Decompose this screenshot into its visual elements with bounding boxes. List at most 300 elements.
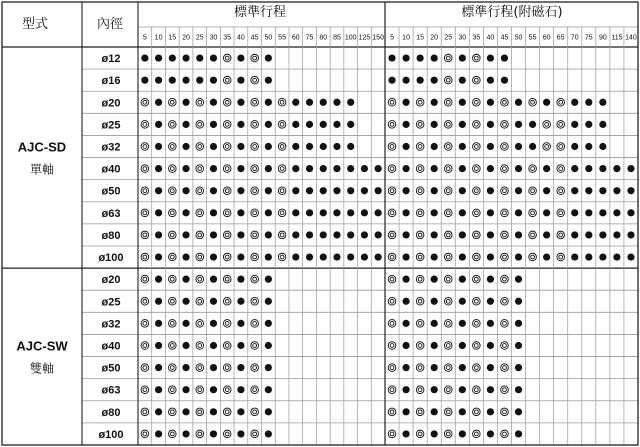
magnet-stroke-mark [487, 54, 494, 61]
standard-stroke-mark [210, 165, 217, 172]
standard-stroke-mark [265, 165, 272, 172]
magnet-stroke-mark [388, 209, 396, 217]
standard-stroke-mark [237, 386, 244, 393]
magnet-stroke-mark [402, 165, 409, 172]
magnet-stroke-mark [444, 54, 452, 62]
standard-stroke-mark [333, 209, 340, 216]
magnet-stroke-mark [529, 231, 537, 239]
standard-stroke-mark [155, 430, 162, 437]
magnet-stroke-mark [501, 143, 509, 151]
standard-stroke-mark [196, 77, 203, 84]
standard-stroke-mark [278, 231, 286, 239]
magnet-stroke-mark [431, 364, 438, 371]
magnet-stroke-mark [473, 231, 481, 239]
standard-stroke-mark [169, 342, 177, 350]
standard-stroke-mark [169, 54, 176, 61]
stroke-label-standard: 35 [223, 34, 232, 42]
standard-stroke-mark [210, 430, 217, 437]
standard-stroke-mark [237, 276, 244, 283]
magnet-stroke-mark [627, 187, 634, 194]
standard-stroke-mark [292, 187, 299, 194]
standard-stroke-mark [251, 76, 259, 84]
standard-stroke-mark [182, 430, 189, 437]
magnet-stroke-mark [515, 276, 522, 283]
standard-stroke-mark [155, 231, 162, 238]
magnet-stroke-mark [501, 320, 509, 328]
standard-stroke-mark [155, 99, 162, 106]
magnet-stroke-mark [402, 342, 409, 349]
magnet-stroke-mark [627, 165, 634, 172]
magnet-stroke-mark [388, 143, 396, 151]
magnet-stroke-mark [571, 209, 578, 216]
standard-stroke-mark [292, 165, 299, 172]
magnet-stroke-mark [515, 143, 522, 150]
magnet-stroke-mark [543, 253, 550, 260]
header-model: 型式 [21, 17, 49, 32]
stroke-label-standard: 80 [319, 34, 328, 42]
standard-stroke-mark [237, 165, 244, 172]
stroke-label-standard: 25 [195, 34, 204, 42]
standard-stroke-mark [251, 297, 259, 305]
standard-stroke-mark [361, 165, 368, 172]
standard-stroke-mark [169, 364, 177, 372]
standard-stroke-mark [196, 121, 204, 129]
stroke-label-magnet: 90 [598, 34, 607, 42]
magnet-stroke-mark [515, 298, 522, 305]
magnet-stroke-mark [444, 76, 452, 84]
magnet-stroke-mark [529, 165, 537, 173]
standard-stroke-mark [237, 209, 244, 216]
standard-stroke-mark [169, 121, 177, 129]
magnet-stroke-mark [388, 342, 396, 350]
magnet-stroke-mark [388, 386, 396, 394]
model-name: AJC-SW [16, 338, 68, 354]
magnet-stroke-mark [416, 187, 424, 195]
standard-stroke-mark [196, 165, 204, 173]
magnet-stroke-mark [416, 143, 424, 151]
magnet-stroke-mark [431, 209, 438, 216]
standard-stroke-mark [196, 209, 204, 217]
standard-stroke-mark [141, 165, 149, 173]
magnet-stroke-mark [487, 77, 494, 84]
magnet-stroke-mark [501, 364, 509, 372]
magnet-stroke-mark [388, 408, 396, 416]
standard-stroke-mark [237, 253, 244, 260]
magnet-stroke-mark [459, 253, 466, 260]
magnet-stroke-mark [571, 253, 578, 260]
magnet-stroke-mark [487, 430, 494, 437]
standard-stroke-mark [237, 187, 244, 194]
standard-stroke-mark [237, 364, 244, 371]
standard-stroke-mark [169, 187, 177, 195]
magnet-stroke-mark [543, 99, 550, 106]
magnet-stroke-mark [529, 253, 537, 261]
standard-stroke-mark [182, 364, 189, 371]
standard-stroke-mark [237, 430, 244, 437]
standard-stroke-mark [347, 231, 354, 238]
magnet-stroke-mark [416, 121, 424, 129]
standard-stroke-mark [320, 231, 327, 238]
bore-label: ø25 [101, 119, 121, 132]
standard-stroke-mark [237, 408, 244, 415]
magnet-stroke-mark [473, 275, 481, 283]
stroke-label-magnet: 75 [584, 34, 593, 42]
magnet-stroke-mark [557, 187, 565, 195]
bore-label: ø20 [101, 97, 121, 110]
magnet-stroke-mark [473, 121, 481, 129]
standard-stroke-mark [237, 99, 244, 106]
stroke-label-standard: 20 [182, 34, 190, 42]
standard-stroke-mark [306, 121, 313, 128]
standard-stroke-mark [306, 209, 313, 216]
magnet-stroke-mark [431, 231, 438, 238]
magnet-stroke-mark [431, 386, 438, 393]
magnet-stroke-mark [557, 98, 565, 106]
bore-label: ø80 [101, 229, 121, 242]
magnet-stroke-mark [487, 342, 494, 349]
stroke-label-standard: 150 [372, 34, 384, 42]
standard-stroke-mark [155, 408, 162, 415]
standard-stroke-mark [141, 77, 148, 84]
standard-stroke-mark [251, 98, 259, 106]
magnet-stroke-mark [585, 99, 592, 106]
standard-stroke-mark [182, 342, 189, 349]
bore-label: ø12 [101, 53, 121, 66]
magnet-stroke-mark [473, 187, 481, 195]
magnet-stroke-mark [459, 99, 466, 106]
magnet-stroke-mark [388, 121, 396, 129]
standard-stroke-mark [306, 231, 313, 238]
magnet-stroke-mark [501, 253, 509, 261]
standard-stroke-mark [182, 386, 189, 393]
standard-stroke-mark [182, 408, 189, 415]
standard-stroke-mark [210, 121, 217, 128]
standard-stroke-mark [155, 320, 162, 327]
magnet-stroke-mark [431, 54, 438, 61]
standard-stroke-mark [292, 143, 299, 150]
magnet-stroke-mark [402, 408, 409, 415]
magnet-stroke-mark [444, 187, 452, 195]
standard-stroke-mark [210, 364, 217, 371]
standard-stroke-mark [251, 342, 259, 350]
standard-stroke-mark [251, 165, 259, 173]
standard-stroke-mark [251, 408, 259, 416]
standard-stroke-mark [210, 209, 217, 216]
standard-stroke-mark [265, 121, 272, 128]
standard-stroke-mark [251, 231, 259, 239]
magnet-stroke-mark [402, 253, 409, 260]
magnet-stroke-mark [515, 342, 522, 349]
magnet-stroke-mark [416, 98, 424, 106]
magnet-stroke-mark [557, 209, 565, 217]
magnet-stroke-mark [515, 121, 522, 128]
magnet-stroke-mark [388, 77, 395, 84]
standard-stroke-mark [196, 54, 203, 61]
magnet-stroke-mark [599, 143, 606, 150]
magnet-stroke-mark [515, 320, 522, 327]
magnet-stroke-mark [402, 430, 409, 437]
standard-stroke-mark [155, 298, 162, 305]
magnet-stroke-mark [417, 77, 424, 84]
magnet-stroke-mark [431, 143, 438, 150]
magnet-stroke-mark [444, 209, 452, 217]
model-name: AJC-SD [17, 139, 67, 155]
standard-stroke-mark [210, 320, 217, 327]
standard-stroke-mark [210, 54, 217, 61]
standard-stroke-mark [251, 253, 259, 261]
standard-stroke-mark [196, 408, 204, 416]
magnet-stroke-mark [501, 231, 509, 239]
magnet-stroke-mark [416, 275, 424, 283]
stroke-label-magnet: 5 [390, 34, 394, 42]
magnet-stroke-mark [515, 209, 522, 216]
standard-stroke-mark [155, 187, 162, 194]
magnet-stroke-mark [487, 99, 494, 106]
magnet-stroke-mark [473, 253, 481, 261]
standard-stroke-mark [196, 342, 204, 350]
bore-label: ø32 [101, 141, 121, 154]
magnet-stroke-mark [459, 143, 466, 150]
standard-stroke-mark [169, 98, 177, 106]
standard-stroke-mark [223, 253, 231, 261]
magnet-stroke-mark [627, 253, 634, 260]
standard-stroke-mark [196, 143, 204, 151]
standard-stroke-mark [278, 165, 286, 173]
magnet-stroke-mark [515, 253, 522, 260]
magnet-stroke-mark [416, 231, 424, 239]
standard-stroke-mark [251, 209, 259, 217]
stroke-label-magnet: 45 [500, 34, 509, 42]
magnet-stroke-mark [444, 253, 452, 261]
standard-stroke-mark [182, 165, 189, 172]
standard-stroke-mark [196, 430, 204, 438]
magnet-stroke-mark [402, 364, 409, 371]
magnet-stroke-mark [459, 209, 466, 216]
standard-stroke-mark [251, 386, 259, 394]
standard-stroke-mark [210, 143, 217, 150]
bore-label: ø50 [101, 185, 121, 198]
magnet-stroke-mark [402, 231, 409, 238]
standard-stroke-mark [306, 187, 313, 194]
magnet-stroke-mark [388, 231, 396, 239]
magnet-stroke-mark [402, 276, 409, 283]
standard-stroke-mark [182, 121, 189, 128]
standard-stroke-mark [375, 165, 382, 172]
standard-stroke-mark [333, 253, 340, 260]
standard-stroke-mark [265, 276, 272, 283]
standard-stroke-mark [251, 320, 259, 328]
magnet-stroke-mark [487, 253, 494, 260]
magnet-stroke-mark [444, 320, 452, 328]
standard-stroke-mark [223, 320, 231, 328]
magnet-stroke-mark [402, 99, 409, 106]
standard-stroke-mark [196, 253, 204, 261]
magnet-stroke-mark [473, 342, 481, 350]
magnet-stroke-mark [529, 209, 537, 217]
standard-stroke-mark [251, 143, 259, 151]
standard-stroke-mark [210, 276, 217, 283]
magnet-stroke-mark [388, 54, 395, 61]
standard-stroke-mark [169, 275, 177, 283]
standard-stroke-mark [210, 231, 217, 238]
standard-stroke-mark [169, 386, 177, 394]
standard-stroke-mark [333, 143, 340, 150]
magnet-stroke-mark [599, 99, 606, 106]
magnet-stroke-mark [515, 364, 522, 371]
stroke-label-standard: 85 [333, 34, 341, 42]
magnet-stroke-mark [585, 253, 592, 260]
standard-stroke-mark [169, 231, 177, 239]
standard-stroke-mark [265, 342, 272, 349]
standard-stroke-mark [210, 408, 217, 415]
magnet-stroke-mark [431, 165, 438, 172]
stroke-label-magnet: 60 [542, 34, 551, 42]
magnet-stroke-mark [487, 121, 494, 128]
standard-stroke-mark [278, 187, 286, 195]
standard-stroke-mark [196, 386, 204, 394]
magnet-stroke-mark [487, 187, 494, 194]
magnet-stroke-mark [501, 121, 509, 129]
magnet-stroke-mark [388, 187, 396, 195]
magnet-stroke-mark [515, 187, 522, 194]
magnet-stroke-mark [473, 165, 481, 173]
standard-stroke-mark [169, 77, 176, 84]
standard-stroke-mark [265, 187, 272, 194]
standard-stroke-mark [223, 98, 231, 106]
standard-stroke-mark [141, 143, 149, 151]
magnet-stroke-mark [529, 187, 537, 195]
stroke-label-standard: 125 [358, 34, 371, 42]
standard-stroke-mark [237, 298, 244, 305]
magnet-stroke-mark [557, 231, 565, 239]
magnet-stroke-mark [599, 253, 606, 260]
magnet-stroke-mark [402, 298, 409, 305]
standard-stroke-mark [210, 386, 217, 393]
standard-stroke-mark [196, 320, 204, 328]
magnet-stroke-mark [459, 187, 466, 194]
standard-stroke-mark [223, 209, 231, 217]
standard-stroke-mark [347, 253, 354, 260]
magnet-stroke-mark [388, 320, 396, 328]
bore-label: ø100 [98, 252, 124, 265]
stroke-label-standard: 50 [264, 34, 273, 42]
standard-stroke-mark [306, 165, 313, 172]
standard-stroke-mark [320, 143, 327, 150]
standard-stroke-mark [210, 99, 217, 106]
stroke-label-magnet: 50 [514, 34, 523, 42]
standard-stroke-mark [155, 121, 162, 128]
bore-label: ø80 [101, 406, 121, 419]
stroke-label-magnet: 40 [486, 34, 495, 42]
magnet-stroke-mark [431, 187, 438, 194]
standard-stroke-mark [278, 121, 286, 129]
magnet-stroke-mark [459, 386, 466, 393]
bore-label: ø100 [98, 428, 124, 441]
magnet-stroke-mark [487, 408, 494, 415]
magnet-stroke-mark [473, 76, 481, 84]
bore-label: ø50 [101, 362, 121, 375]
standard-stroke-mark [292, 231, 299, 238]
magnet-stroke-mark [557, 253, 565, 261]
standard-stroke-mark [320, 121, 327, 128]
standard-stroke-mark [237, 231, 244, 238]
standard-stroke-mark [320, 187, 327, 194]
stroke-label-standard: 55 [278, 34, 286, 42]
magnet-stroke-mark [515, 231, 522, 238]
standard-stroke-mark [141, 408, 149, 416]
magnet-stroke-mark [529, 143, 536, 150]
standard-stroke-mark [169, 253, 177, 261]
standard-stroke-mark [182, 253, 189, 260]
magnet-stroke-mark [444, 165, 452, 173]
table-body [16, 35, 637, 441]
standard-stroke-mark [251, 430, 259, 438]
standard-stroke-mark [223, 275, 231, 283]
bore-label: ø63 [101, 207, 121, 220]
standard-stroke-mark [155, 276, 162, 283]
magnet-stroke-mark [487, 364, 494, 371]
standard-stroke-mark [155, 77, 162, 84]
stroke-label-magnet: 70 [570, 34, 579, 42]
standard-stroke-mark [265, 386, 272, 393]
magnet-stroke-mark [501, 275, 509, 283]
standard-stroke-mark [292, 121, 299, 128]
standard-stroke-mark [265, 99, 272, 106]
standard-stroke-mark [223, 54, 231, 62]
standard-stroke-mark [141, 275, 149, 283]
stroke-label-standard: 45 [250, 34, 259, 42]
standard-stroke-mark [182, 298, 189, 305]
standard-stroke-mark [141, 386, 149, 394]
magnet-stroke-mark [599, 209, 606, 216]
magnet-stroke-mark [388, 165, 396, 173]
magnet-stroke-mark [613, 209, 620, 216]
magnet-stroke-mark [557, 121, 565, 129]
standard-stroke-mark [196, 187, 204, 195]
stroke-label-magnet: 115 [611, 34, 623, 42]
magnet-stroke-mark [459, 54, 466, 61]
magnet-stroke-mark [515, 165, 522, 172]
stroke-label-standard: 15 [168, 34, 177, 42]
magnet-stroke-mark [444, 364, 452, 372]
magnet-stroke-mark [459, 77, 466, 84]
standard-stroke-mark [347, 209, 354, 216]
magnet-stroke-mark [416, 342, 424, 350]
standard-stroke-mark [251, 364, 259, 372]
standard-stroke-mark [347, 165, 354, 172]
magnet-stroke-mark [543, 165, 550, 172]
magnet-stroke-mark [388, 275, 396, 283]
magnet-stroke-mark [402, 54, 409, 61]
magnet-stroke-mark [585, 143, 592, 150]
magnet-stroke-mark [388, 253, 396, 261]
magnet-stroke-mark [416, 364, 424, 372]
magnet-stroke-mark [543, 209, 550, 216]
standard-stroke-mark [141, 320, 149, 328]
magnet-stroke-mark [444, 143, 452, 151]
bore-label: ø25 [101, 296, 121, 309]
standard-stroke-mark [347, 99, 354, 106]
standard-stroke-mark [169, 165, 177, 173]
standard-stroke-mark [196, 231, 204, 239]
standard-stroke-mark [169, 209, 177, 217]
magnet-stroke-mark [599, 187, 606, 194]
standard-stroke-mark [182, 54, 189, 61]
magnet-stroke-mark [543, 121, 551, 129]
model-subtitle: 雙軸 [29, 361, 55, 376]
magnet-stroke-mark [473, 320, 481, 328]
standard-stroke-mark [169, 320, 177, 328]
